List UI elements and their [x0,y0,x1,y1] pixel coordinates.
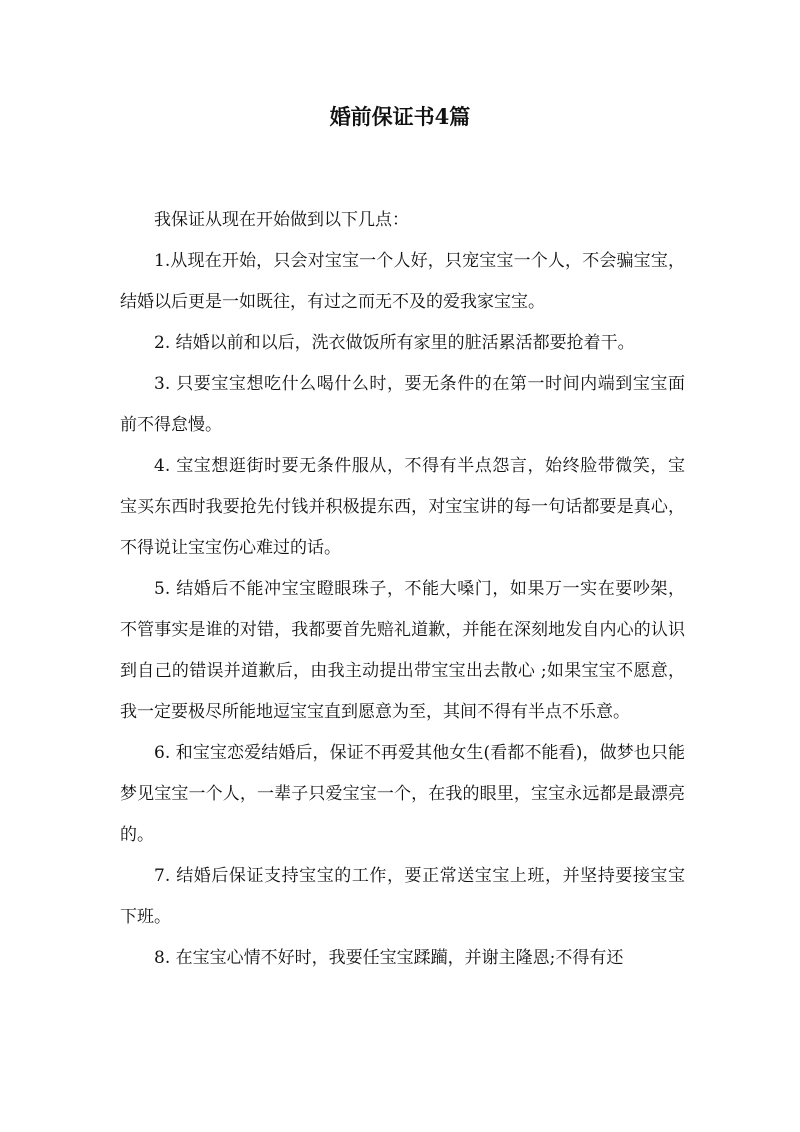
clause-3-paragraph: 3. 只要宝宝想吃什么喝什么时，要无条件的在第一时间内端到宝宝面前不得怠慢。 [120,374,685,435]
clause-1-paragraph: 1.从现在开始，只会对宝宝一个人好，只宠宝宝一个人，不会骗宝宝，结婚以后更是一如既往，有过之而无不及的爱我家宝宝。 [120,251,685,312]
clause-8-paragraph: 8. 在宝宝心情不好时，我要任宝宝蹂躏，并谢主隆恩;不得有还 [154,948,624,968]
clause-7-paragraph: 7. 结婚后保证支持宝宝的工作，要正常送宝宝上班，并坚持要接宝宝下班。 [120,866,685,927]
intro-paragraph: 我保证从现在开始做到以下几点： [154,210,409,230]
document-body [120,200,685,979]
clause-5-paragraph: 5. 结婚后不能冲宝宝瞪眼珠子，不能大嗓门，如果万一实在要吵架，不管事实是谁的对错，我都要首先赔礼道歉，并能在深刻地发自内心的认识到自己的错误并道歉后，由我主动提出带宝宝出去散心 ;如果宝宝不愿意，我一定要极尽所能地逗宝宝直到愿意为至，其间不得有半点不乐意。 [120,579,685,722]
clause-2-paragraph: 2. 结婚以前和以后，洗衣做饭所有家里的脏活累活都要抢着干。 [154,333,635,353]
document-title: 婚前保证书4篇 [329,104,471,129]
clause-6-paragraph: 6. 和宝宝恋爱结婚后，保证不再爱其他女生(看都不能看)，做梦也只能梦见宝宝一个人，一辈子只爱宝宝一个，在我的眼里，宝宝永远都是最漂亮的。 [120,743,685,845]
clause-4-paragraph: 4. 宝宝想逛街时要无条件服从，不得有半点怨言，始终脸带微笑，宝宝买东西时我要抢先付钱并积极提东西，对宝宝讲的每一句话都要是真心，不得说让宝宝伤心难过的话。 [120,456,685,558]
